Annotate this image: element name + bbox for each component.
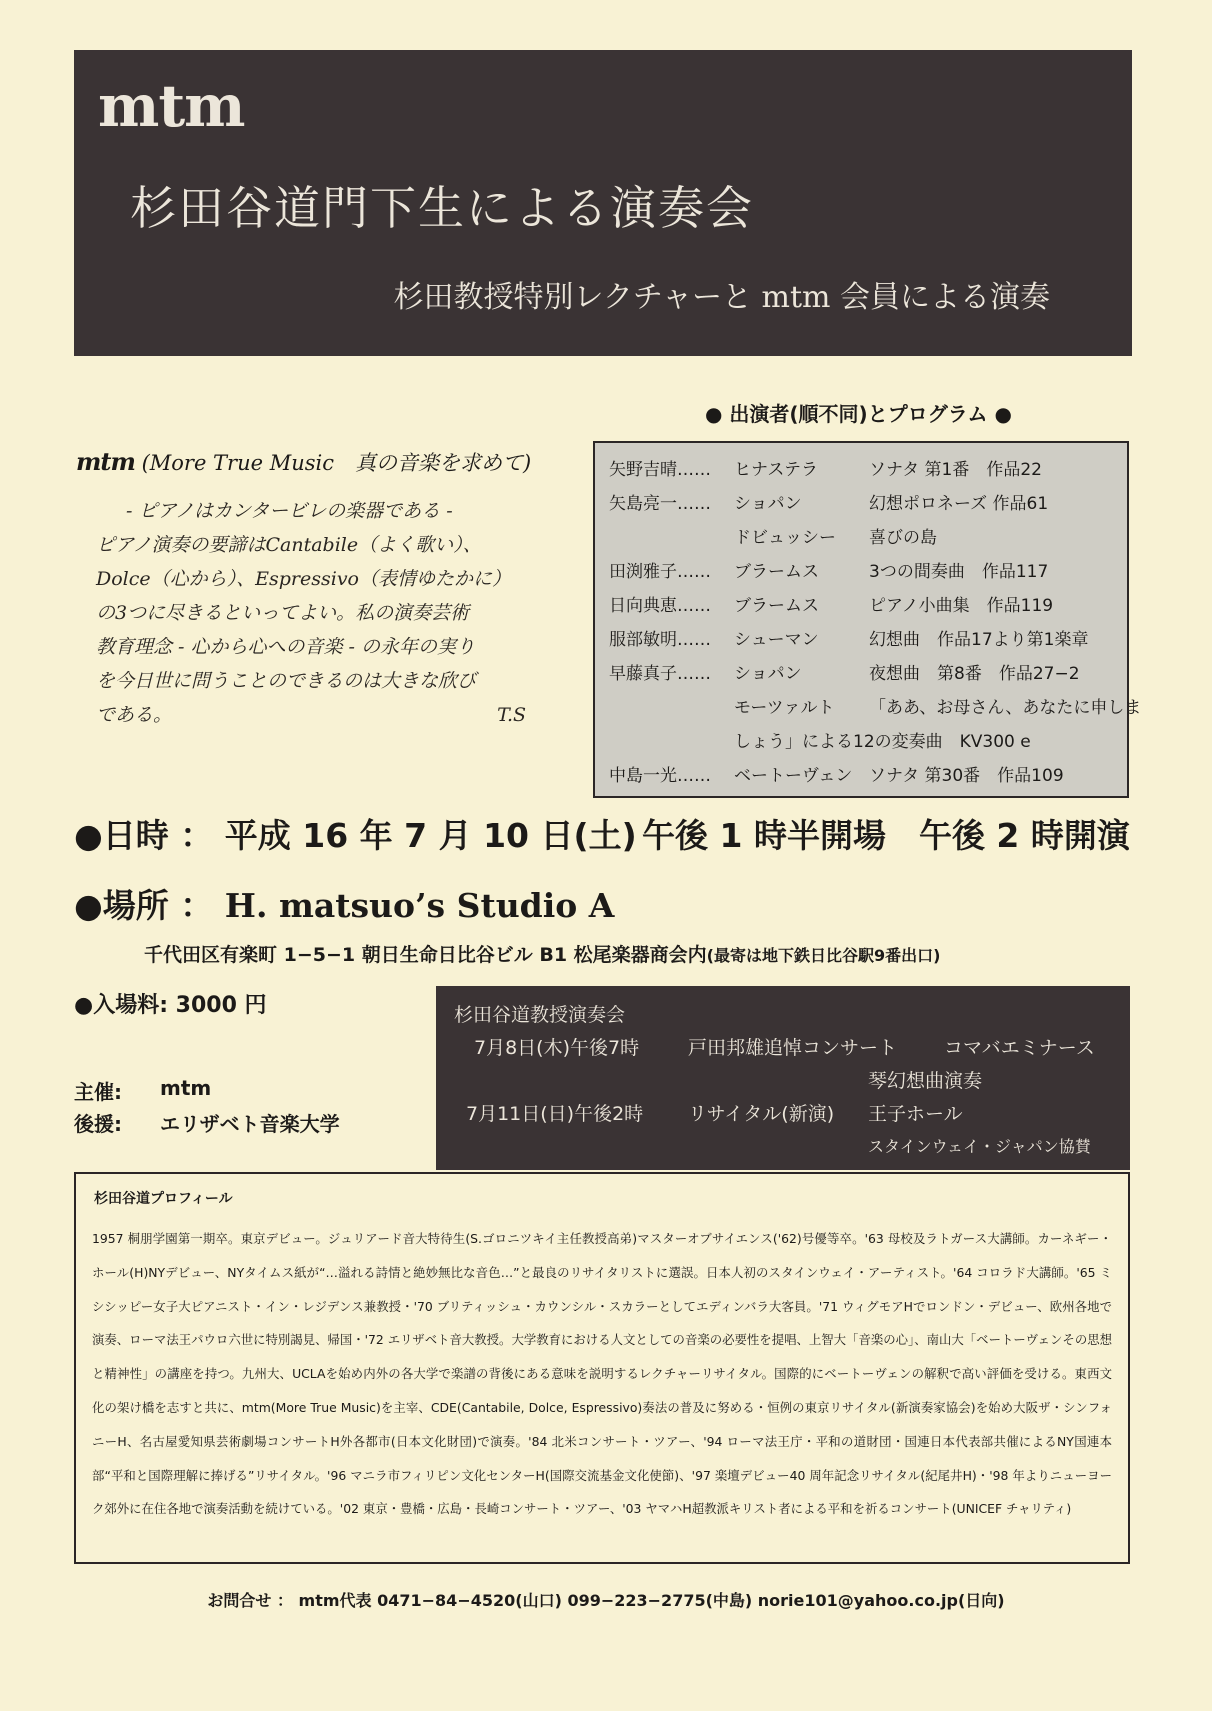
work-title: 3つの間奏曲 作品117 (869, 562, 1049, 582)
work-title: ソナタ 第1番 作品22 (869, 460, 1043, 480)
program-row (609, 589, 1117, 623)
motto-heading (76, 447, 531, 477)
event-date-label: ●日時 ： 平成 16 年 7 月 10 日(土) (74, 816, 637, 855)
motto-signature: T.S (497, 704, 526, 726)
composer-name: ヒナステラ (734, 460, 818, 480)
organizer-value: mtm (160, 1076, 212, 1100)
motto-line: ピアノ演奏の要諦はCantabile（よく歌い）、 (96, 534, 482, 556)
event-venue-label: ●場所 ： (74, 886, 225, 925)
concert-2-venue: 王子ホール (868, 1103, 963, 1125)
performer-name: 服部敏明…… (609, 630, 711, 650)
program-row (609, 691, 1142, 725)
performer-name: 矢島亮一…… (609, 494, 711, 514)
program-box (593, 441, 1142, 798)
concert-1-datetime: 7月8日(木)午後7時 (474, 1037, 640, 1059)
motto-line: である。 (96, 704, 173, 726)
composer-name: モーツァルト (734, 698, 835, 718)
composer-name: ショパン (734, 494, 802, 514)
concerts-title: 杉田谷道教授演奏会 (454, 1004, 626, 1026)
page-subtitle: 杉田教授特別レクチャーと mtm 会員による演奏 (393, 280, 1050, 315)
program-row (609, 521, 1117, 555)
program-row (609, 725, 1117, 759)
program-row (609, 453, 1117, 487)
organizer-label: 主催: (74, 1080, 122, 1104)
work-title: 幻想ポロネーズ 作品61 (869, 494, 1049, 514)
address-note: (最寄は地下鉄日比谷駅9番出口) (706, 946, 941, 965)
motto-heading-text: (More True Music 真の音楽を求めて) (141, 451, 532, 475)
composer-name: ドビュッシー (734, 528, 836, 548)
program-row (609, 657, 1117, 691)
concert-2-event: リサイタル(新演) (688, 1103, 835, 1125)
concert-1-event: 戸田邦雄追悼コンサート (688, 1037, 898, 1059)
header-banner (74, 50, 1132, 356)
performer-name: 中島一光…… (609, 766, 711, 786)
performer-name: 田渕雅子…… (609, 562, 711, 582)
sponsor-value: エリザベト音楽大学 (160, 1112, 340, 1136)
event-date (74, 810, 1130, 857)
motto-tagline: - ピアノはカンタービレの楽器である - (126, 500, 453, 522)
program-row (609, 555, 1117, 589)
concert-2-datetime: 7月11日(日)午後2時 (466, 1103, 644, 1125)
composer-name: ベートーヴェン (734, 766, 853, 786)
performer-name: 日向典恵…… (609, 596, 711, 616)
motto-line: Dolce（心から）、Espressivo（表情ゆたかに） (96, 568, 511, 590)
composer-name: ブラームス (734, 562, 819, 582)
motto-line: 教育理念 - 心から心への音楽 - の永年の実り (96, 636, 475, 658)
program-row (609, 759, 1117, 793)
address-text: 千代田区有楽町 1−5−1 朝日生命日比谷ビル B1 松尾楽器商会内 (144, 944, 707, 966)
admission-fee: ●入場料: 3000 円 (74, 993, 267, 1018)
work-title: ピアノ小曲集 作品119 (869, 596, 1054, 616)
profile-title: 杉田谷道プロフィール (94, 1191, 233, 1207)
composer-name: しょう」による12の変奏曲 KV300 e (734, 732, 1031, 752)
work-title: 夜想曲 第8番 作品27−2 (869, 664, 1080, 684)
performer-name: 早藤真子…… (609, 664, 711, 684)
motto-logo: mtm (76, 447, 135, 476)
motto-line: の3つに尽きるといってよい。私の演奏芸術 (96, 602, 470, 624)
motto-line: を今日世に問うことのできるのは大きな欣び (96, 670, 477, 692)
composer-name: ショパン (734, 664, 802, 684)
composer-name: シューマン (734, 630, 819, 650)
concert-1-venue: コマバエミナース (944, 1037, 1095, 1059)
sponsor-label: 後援: (74, 1112, 122, 1136)
program-row (609, 487, 1117, 521)
work-title: ソナタ 第30番 作品109 (869, 766, 1064, 786)
performer-name: 矢野吉晴…… (609, 460, 711, 480)
motto-text (96, 494, 526, 732)
work-title: 「ああ、お母さん、あなたに申しま (869, 698, 1142, 718)
venue-address (144, 940, 940, 967)
concert-2-note: スタインウェイ・ジャパン協賛 (868, 1137, 1091, 1156)
work-title: 幻想曲 作品17より第1楽章 (869, 630, 1089, 650)
composer-name: ブラームス (734, 596, 819, 616)
page-title: 杉田谷道門下生による演奏会 (130, 181, 754, 235)
performers-heading: ● 出演者(順不同)とプログラム ● (705, 402, 1012, 426)
venue-name: H. matsuo’s Studio A (224, 886, 615, 925)
mtm-logo: mtm (98, 72, 245, 140)
concerts-box (436, 986, 1130, 1170)
program-row (609, 623, 1117, 657)
work-title: 喜びの島 (869, 528, 937, 548)
event-venue (74, 880, 614, 927)
event-times: 午後 1 時半開場 午後 2 時開演 (642, 816, 1130, 855)
profile-text: 1957 桐朋学園第一期卒。東京デビュー。ジュリアード音大特待生(S.ゴロニツキイ主任教授高弟)マスターオブサイエンス('62)号優等卒。'63 母校及ラトガース大講師。カーネギー・ホール(H)NYデビュー、NYタイムス紙が“…溢れる詩情と絶妙無比な音色…”と最良のリサイタリストに選誤。日本人初のスタインウェイ・アーティスト。'64 コロラド大講師。'65 ミシシッピー女子大ピアニスト・イン・レジデンス兼教授・'70 ブリティッシュ・カウンシル・スカラーとしてエディンバラ大客員。'71 ウィグモアHでロンドン・デビュー、欧州各地で演奏、ローマ法王パウロ六世に特別謁見、帰国・'72 エリザベト音大教授。大学教育における人文としての音楽の必要性を提唱、上智大「音楽の心」、南山大「ベートーヴェンその思想と精神性」の講座を持つ。九州大、UCLAを始め内外の各大学で楽譜の背後にある意味を説明するレクチャーリサイタル。国際的にベートーヴェンの解釈で高い評価を受ける。東西文化の架け橋を志すと共に、mtm(More True Music)を主宰、CDE(Cantabile, Dolce, Espressivo)奏法の普及に努める・恒例の東京リサイタル(新演奏家協会)を始め大阪ザ・シンフォニーH、名古屋愛知県芸術劇場コンサートH外各都市(日本文化財団)で演奏。'84 北米コンサート・ツアー、'94 ローマ法王庁・平和の道財団・国連日本代表部共催によるNY国連本部“平和と国際理解に捧げる”リサイタル。'96 マニラ市フィリピン文化センターH(国際交流基金文化使節)、'97 楽壇デビュー40 周年記念リサイタル(紀尾井H)・'98 年よりニューヨーク郊外に在住各地で演奏活動を続けている。'02 東京・豊橋・広島・長崎コンサート・ツアー、'03 ヤマハH超教派キリスト者による平和を祈るコンサート(UNICEF チャリティ) (92, 1231, 1112, 1517)
concert-1-note: 琴幻想曲演奏 (868, 1070, 983, 1092)
profile-box (74, 1172, 1130, 1564)
contact-info: お問合せ ： mtm代表 0471−84−4520(山口) 099−223−2775(中島) norie101@yahoo.co.jp(日向) (207, 1591, 1005, 1610)
